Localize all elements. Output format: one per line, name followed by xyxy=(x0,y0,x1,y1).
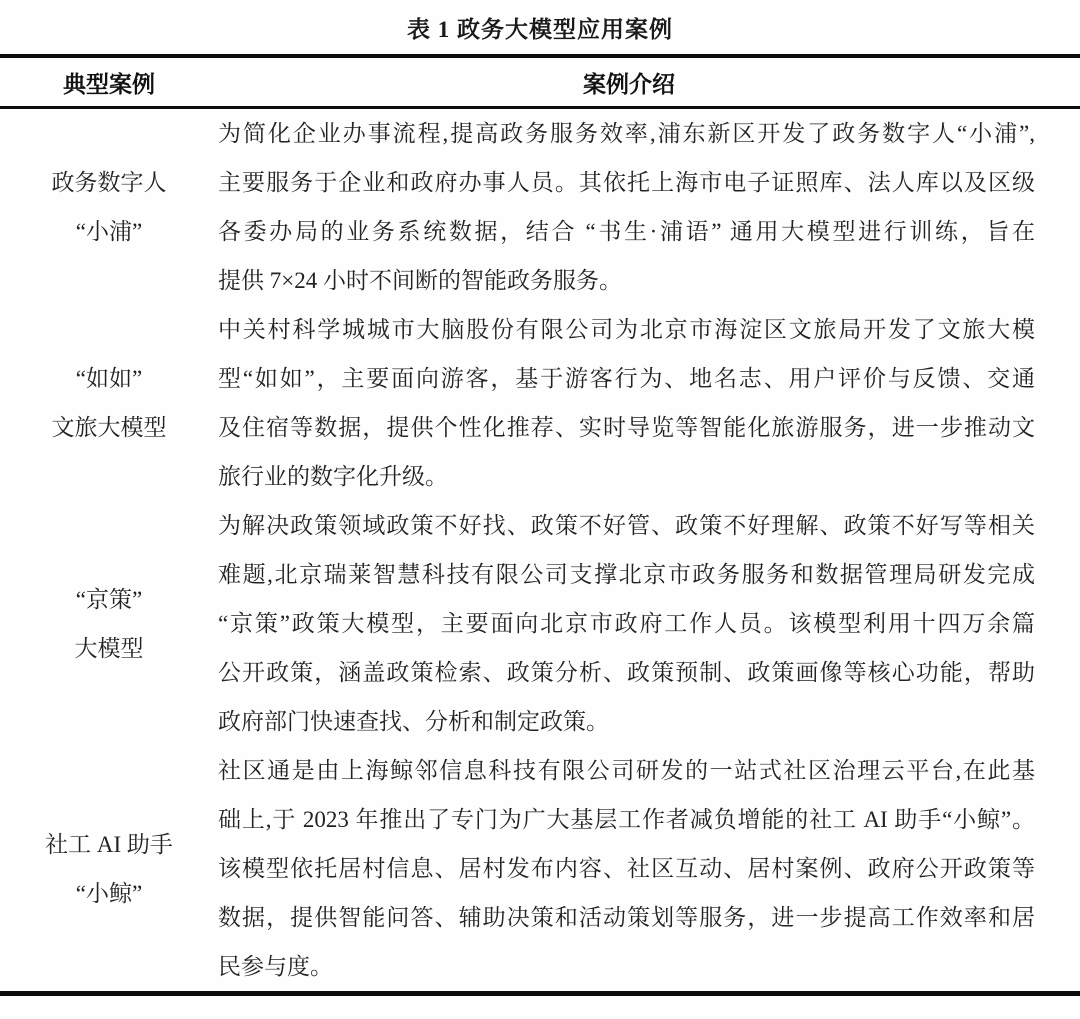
case-name-cell xyxy=(0,501,218,746)
table-body xyxy=(0,109,1080,991)
table-row xyxy=(0,746,1080,991)
case-name-line: 大模型 xyxy=(74,635,144,661)
description-line: 及住宿等数据，提供个性化推荐、实时导览等智能化旅游服务，进一步推动文 xyxy=(218,415,1035,440)
description-line: 民参与度。 xyxy=(218,954,333,979)
description-line: 数据，提供智能问答、辅助决策和活动策划等服务，进一步提高工作效率和居 xyxy=(218,905,1035,930)
description-line: 础上,于 2023 年推出了专门为广大基层工作者减负增能的社工 AI 助手“小鲸”。 xyxy=(218,807,1035,832)
description-line: “京策”政策大模型，主要面向北京市政府工作人员。该模型利用十四万余篇 xyxy=(218,611,1035,636)
case-name-cell xyxy=(0,109,218,305)
description-line: 社区通是由上海鲸邻信息科技有限公司研发的一站式社区治理云平台,在此基 xyxy=(218,758,1035,783)
description-line: 政府部门快速查找、分析和制定政策。 xyxy=(218,709,609,734)
description-line: 中关村科学城城市大脑股份有限公司为北京市海淀区文旅局开发了文旅大模 xyxy=(218,317,1035,342)
header-typical-case: 典型案例 xyxy=(63,70,155,97)
table-row xyxy=(0,501,1080,746)
description-line: 旅行业的数字化升级。 xyxy=(218,464,448,489)
case-name-line: “小鲸” xyxy=(75,880,143,906)
description-line: 型“如如”，主要面向游客，基于游客行为、地名志、用户评价与反馈、交通 xyxy=(218,366,1035,391)
description-line: 该模型依托居村信息、居村发布内容、社区互动、居村案例、政府公开政策等 xyxy=(218,856,1035,881)
description-line: 公开政策，涵盖政策检索、政策分析、政策预制、政策画像等核心功能，帮助 xyxy=(218,660,1035,685)
table-title: 表 1 政务大模型应用案例 xyxy=(407,17,673,42)
case-name-line: “如如” xyxy=(75,366,143,391)
case-name-line: “京策” xyxy=(75,586,143,612)
case-name-line: 政务数字人 xyxy=(51,170,167,195)
table-row xyxy=(0,305,1080,501)
description-line: 为解决政策领域政策不好找、政策不好管、政策不好理解、政策不好写等相关 xyxy=(218,513,1035,538)
table-header-row xyxy=(0,58,1080,109)
description-line: 难题,北京瑞莱智慧科技有限公司支撑北京市政务服务和数据管理局研发完成 xyxy=(218,562,1035,587)
description-line: 各委办局的业务系统数据，结合 “书生·浦语” 通用大模型进行训练，旨在 xyxy=(218,219,1035,244)
description-line: 主要服务于企业和政府办事人员。其依托上海市电子证照库、法人库以及区级 xyxy=(218,170,1035,195)
case-name-cell xyxy=(0,305,218,501)
description-cell xyxy=(218,501,1080,746)
description-line: 为简化企业办事流程,提高政务服务效率,浦东新区开发了政务数字人“小浦”, xyxy=(218,121,1035,146)
description-line: 提供 7×24 小时不间断的智能政务服务。 xyxy=(218,268,622,293)
table-row xyxy=(0,109,1080,305)
case-name-cell xyxy=(0,746,218,991)
case-table xyxy=(0,54,1080,996)
case-name-line: 社工 AI 助手 xyxy=(45,831,173,857)
case-name-line: “小浦” xyxy=(75,219,143,244)
header-case-intro: 案例介绍 xyxy=(583,70,675,97)
description-cell xyxy=(218,109,1080,305)
description-cell xyxy=(218,305,1080,501)
description-cell xyxy=(218,746,1080,991)
case-name-line: 文旅大模型 xyxy=(51,415,167,440)
